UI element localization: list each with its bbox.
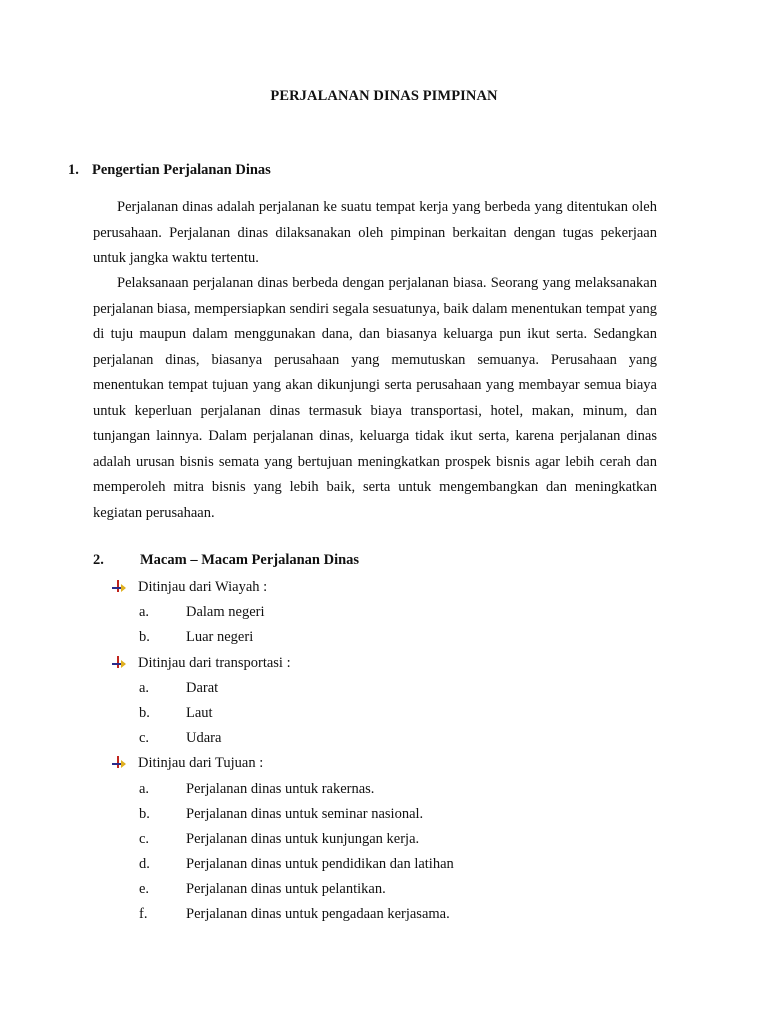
list-item-letter: c. <box>139 730 150 747</box>
list-group-wilayah <box>112 575 454 600</box>
list-item <box>112 777 454 802</box>
list-item-letter: b. <box>139 629 150 646</box>
list-item-text: Perjalanan dinas untuk pelantikan. <box>186 881 386 898</box>
list-item <box>112 852 454 877</box>
section-2-list <box>112 575 454 928</box>
section-1-heading-text: Pengertian Perjalanan Dinas <box>92 162 271 178</box>
list-item-text: Perjalanan dinas untuk rakernas. <box>186 780 375 797</box>
section-2-number: 2. <box>93 552 104 568</box>
document-title: PERJALANAN DINAS PIMPINAN <box>270 88 498 104</box>
group-label: Ditinjau dari Wiayah : <box>138 579 268 595</box>
list-item-letter: b. <box>139 805 150 822</box>
list-item <box>112 726 454 751</box>
group-label: Ditinjau dari transportasi : <box>138 654 291 671</box>
list-item <box>112 676 454 701</box>
list-item-text: Perjalanan dinas untuk pendidikan dan latihan <box>186 856 454 873</box>
list-item <box>112 600 454 625</box>
section-1-heading <box>68 162 271 179</box>
group-label: Ditinjau dari Tujuan : <box>138 755 264 772</box>
list-item-text: Perjalanan dinas untuk kunjungan kerja. <box>186 830 420 847</box>
list-item-text: Dalam negeri <box>186 604 265 621</box>
list-item-letter: a. <box>139 679 150 696</box>
arrow-bullet-icon <box>112 655 126 669</box>
arrow-bullet-icon <box>112 755 126 769</box>
list-item-letter: c. <box>139 830 150 847</box>
section-1-paragraph-1: Perjalanan dinas adalah perjalanan ke suatu tempat kerja yang berbeda yang ditentukan oleh perusahaan. Perjalanan dinas dilaksanakan oleh pimpinan berkaitan dengan tugas pekerjaan untuk jangka waktu tertentu. <box>93 199 657 266</box>
list-item <box>112 827 454 852</box>
list-item <box>112 877 454 902</box>
list-item-text: Laut <box>186 704 213 721</box>
list-item-text: Udara <box>186 730 222 747</box>
list-item-letter: a. <box>139 780 150 797</box>
list-item-letter: f. <box>139 906 148 923</box>
list-item <box>112 802 454 827</box>
list-group-transportasi <box>112 651 454 676</box>
section-2-heading-text: Macam – Macam Perjalanan Dinas <box>140 552 360 568</box>
list-item <box>112 625 454 650</box>
list-group-tujuan <box>112 751 454 776</box>
list-item-letter: b. <box>139 704 150 721</box>
list-item-text: Perjalanan dinas untuk seminar nasional. <box>186 805 424 822</box>
list-item-letter: d. <box>139 856 150 873</box>
list-item-text: Perjalanan dinas untuk pengadaan kerjasama. <box>186 906 450 923</box>
section-1-number: 1. <box>68 162 79 178</box>
list-item-letter: a. <box>139 604 150 621</box>
arrow-bullet-icon <box>112 579 126 593</box>
list-item-letter: e. <box>139 881 150 898</box>
list-item-text: Darat <box>186 679 219 696</box>
list-item <box>112 902 454 927</box>
section-1-paragraph-2: Pelaksanaan perjalanan dinas berbeda dengan perjalanan biasa. Seorang yang melaksanakan perjalanan biasa, mempersiapkan sendiri segala sesuatunya, baik dalam menentukan tempat yang di tuju maupun dalam menggunakan dana, dan biasanya keluarga pun ikut serta. Sedangkan perjalanan dinas, biasanya perusahaan yang memutuskan semuanya. Perusahaan yang menentukan tempat tujuan yang akan dikunjungi serta perusahaan yang membayar semua biaya untuk keperluan perjalanan dinas termasuk biaya transportasi, hotel, makan, minum, dan tunjangan lainnya. Dalam perjalanan dinas, keluarga tidak ikut serta, karena perjalanan dinas adalah urusan bisnis semata yang bertujuan meningkatkan prospek bisnis agar lebih cerah dan memperoleh mitra bisnis yang lebih baik, serta untuk mengembangkan dan meningkatkan kegiatan perusahaan. <box>93 275 657 521</box>
section-2-heading <box>93 552 359 569</box>
list-item-text: Luar negeri <box>186 629 254 646</box>
list-item <box>112 701 454 726</box>
